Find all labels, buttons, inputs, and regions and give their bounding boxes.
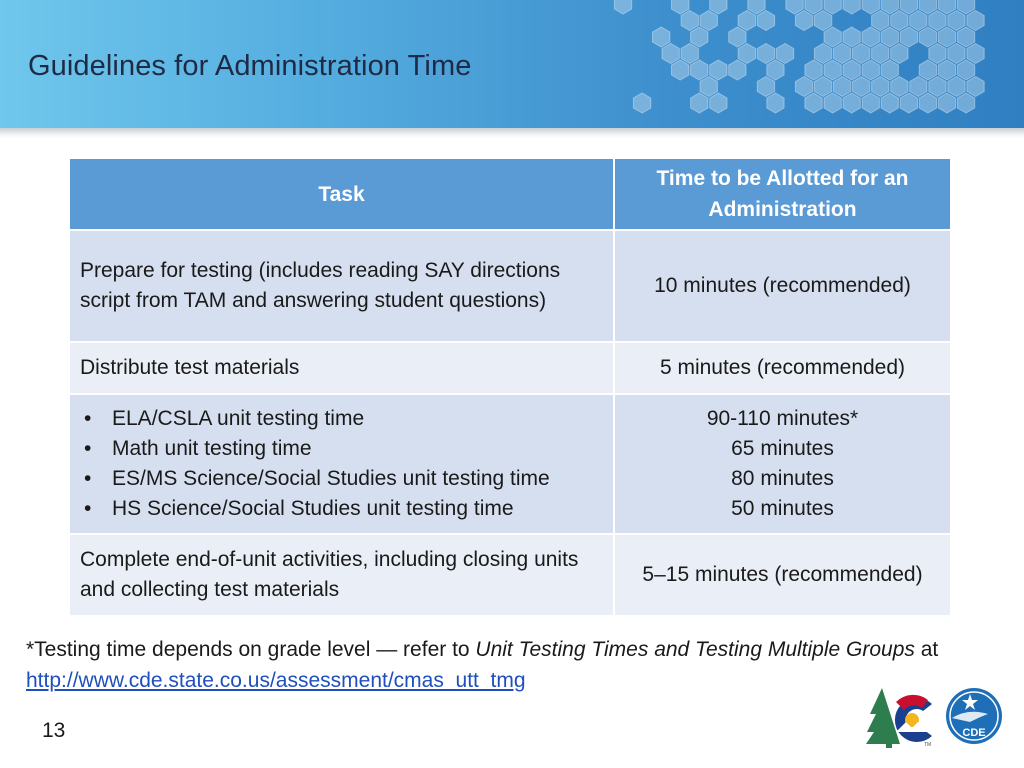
- footnote-document-title: Unit Testing Times and Testing Multiple Groups: [475, 638, 915, 661]
- hexagon-shape: [872, 11, 889, 31]
- hexagon-shape: [862, 93, 879, 113]
- time-cell: 5 minutes (recommended): [614, 342, 951, 394]
- slide-title: Guidelines for Administration Time: [28, 50, 472, 82]
- time-value: 50 minutes: [731, 497, 834, 520]
- hexagon-shape: [900, 0, 917, 14]
- hexagon-shape: [929, 77, 946, 97]
- time-value: 80 minutes: [731, 467, 834, 490]
- table-header-row: [69, 158, 951, 230]
- hexagon-shape: [757, 77, 774, 97]
- hexagon-shape: [786, 0, 803, 14]
- table-row: [69, 534, 951, 616]
- hexagon-shape: [948, 44, 965, 64]
- hexagon-shape: [710, 93, 727, 113]
- table-row: [69, 230, 951, 342]
- page-number: 13: [42, 719, 66, 742]
- hexagon-shape: [957, 0, 974, 14]
- trademark-mark: TM: [924, 742, 932, 748]
- hexagon-shape: [862, 60, 879, 80]
- hexagon-shape: [967, 77, 984, 97]
- hexagon-shape: [824, 0, 841, 14]
- time-value: 90-110 minutes*: [706, 407, 859, 430]
- footnote-prefix: *Testing time depends on grade level — refer to: [26, 638, 476, 661]
- hexagon-shape: [795, 77, 812, 97]
- hexagon-shape: [938, 27, 955, 47]
- hexagon-shape: [710, 60, 727, 80]
- column-header-time: Time to be Allotted for an Administration: [614, 158, 951, 230]
- hexagon-shape: [862, 27, 879, 47]
- hexagon-shape: [814, 44, 831, 64]
- hexagon-shape: [614, 0, 631, 14]
- hexagon-shape: [891, 11, 908, 31]
- table-row: [69, 394, 951, 534]
- hexagon-shape: [967, 44, 984, 64]
- hexagon-shape: [900, 27, 917, 47]
- hexagon-shape: [738, 11, 755, 31]
- hexagon-shape: [881, 27, 898, 47]
- hexagon-shape: [919, 60, 936, 80]
- hexagon-pattern: [604, 0, 1024, 128]
- hexagon-shape: [672, 60, 689, 80]
- hexagon-shape: [681, 44, 698, 64]
- hexagon-shape: [757, 11, 774, 31]
- hexagon-shape: [843, 27, 860, 47]
- hexagon-shape: [948, 77, 965, 97]
- hexagon-shape: [910, 77, 927, 97]
- hexagon-shape: [853, 77, 870, 97]
- footnote: [26, 634, 986, 696]
- colorado-tree-logo-icon: [866, 688, 932, 748]
- footnote-link[interactable]: http://www.cde.state.co.us/assessment/cmas_utt_tmg: [26, 669, 526, 692]
- hexagon-shape: [967, 11, 984, 31]
- hexagon-shape: [900, 93, 917, 113]
- hexagon-shape: [691, 93, 708, 113]
- list-item: • Math unit testing time: [80, 434, 603, 464]
- hexagon-shape: [938, 0, 955, 14]
- hexagon-shape: [853, 44, 870, 64]
- time-cell: [614, 394, 951, 534]
- cde-logo-icon: [946, 688, 1002, 744]
- footnote-connector: at: [914, 638, 939, 661]
- hexagon-shape: [957, 60, 974, 80]
- hexagon-shape: [653, 27, 670, 47]
- hexagon-shape: [824, 93, 841, 113]
- hexagon-shape: [814, 77, 831, 97]
- time-value: 65 minutes: [731, 437, 834, 460]
- hexagon-shape: [872, 77, 889, 97]
- hexagon-shape: [957, 27, 974, 47]
- task-cell: [69, 394, 614, 534]
- hexagon-shape: [938, 60, 955, 80]
- hexagon-shape: [834, 77, 851, 97]
- hexagon-shape: [891, 44, 908, 64]
- hexagon-shape: [843, 93, 860, 113]
- hexagon-shape: [843, 60, 860, 80]
- hexagon-shape: [919, 93, 936, 113]
- hexagon-shape: [957, 93, 974, 113]
- hexagon-shape: [691, 60, 708, 80]
- hexagon-shape: [767, 93, 784, 113]
- hexagon-shape: [814, 11, 831, 31]
- pine-tree-icon: [866, 688, 900, 748]
- hexagon-shape: [891, 77, 908, 97]
- hexagon-shape: [919, 0, 936, 14]
- hexagon-shape: [824, 27, 841, 47]
- hexagon-shape: [872, 44, 889, 64]
- hexagon-shape: [767, 60, 784, 80]
- hexagon-shape: [681, 11, 698, 31]
- hexagon-shape: [710, 0, 727, 14]
- cde-logo-text: CDE: [962, 727, 986, 739]
- time-cell: 5–15 minutes (recommended): [614, 534, 951, 616]
- hexagon-shape: [881, 93, 898, 113]
- hexagon-shape: [948, 11, 965, 31]
- hexagon-shape: [805, 93, 822, 113]
- hexagon-shape: [738, 44, 755, 64]
- hexagon-shape: [919, 27, 936, 47]
- hexagon-shape: [843, 0, 860, 14]
- column-header-task: Task: [69, 158, 614, 230]
- hexagon-shape: [662, 44, 679, 64]
- hexagon-shape: [729, 27, 746, 47]
- task-cell: Distribute test materials: [69, 342, 614, 394]
- hexagon-shape: [795, 11, 812, 31]
- hexagon-shape: [757, 44, 774, 64]
- list-item: • ES/MS Science/Social Studies unit testing time: [80, 464, 603, 494]
- hexagon-shape: [938, 93, 955, 113]
- table-row: [69, 342, 951, 394]
- hexagon-shape: [910, 11, 927, 31]
- hexagon-shape: [862, 0, 879, 14]
- hexagon-shape: [805, 60, 822, 80]
- administration-time-table: [68, 157, 952, 617]
- task-cell: Prepare for testing (includes reading SAY directions script from TAM and answering student questions): [69, 230, 614, 342]
- hexagon-shape: [700, 77, 717, 97]
- list-item: • HS Science/Social Studies unit testing time: [80, 494, 603, 524]
- task-bullet-list: [80, 404, 603, 524]
- hexagon-shape: [776, 44, 793, 64]
- list-item: • ELA/CSLA unit testing time: [80, 404, 603, 434]
- time-cell: 10 minutes (recommended): [614, 230, 951, 342]
- hexagon-shape: [834, 44, 851, 64]
- hexagon-shape: [824, 60, 841, 80]
- logos: [866, 686, 1006, 748]
- hexagon-shape: [929, 11, 946, 31]
- hexagon-shape: [700, 11, 717, 31]
- hexagon-shape: [672, 0, 689, 14]
- hexagon-shape: [691, 27, 708, 47]
- task-cell: Complete end-of-unit activities, including closing units and collecting test materials: [69, 534, 614, 616]
- hexagon-shape: [729, 60, 746, 80]
- hexagon-shape: [881, 60, 898, 80]
- hexagon-shape: [929, 44, 946, 64]
- header-shadow: [0, 128, 1024, 138]
- hexagon-shape: [633, 93, 650, 113]
